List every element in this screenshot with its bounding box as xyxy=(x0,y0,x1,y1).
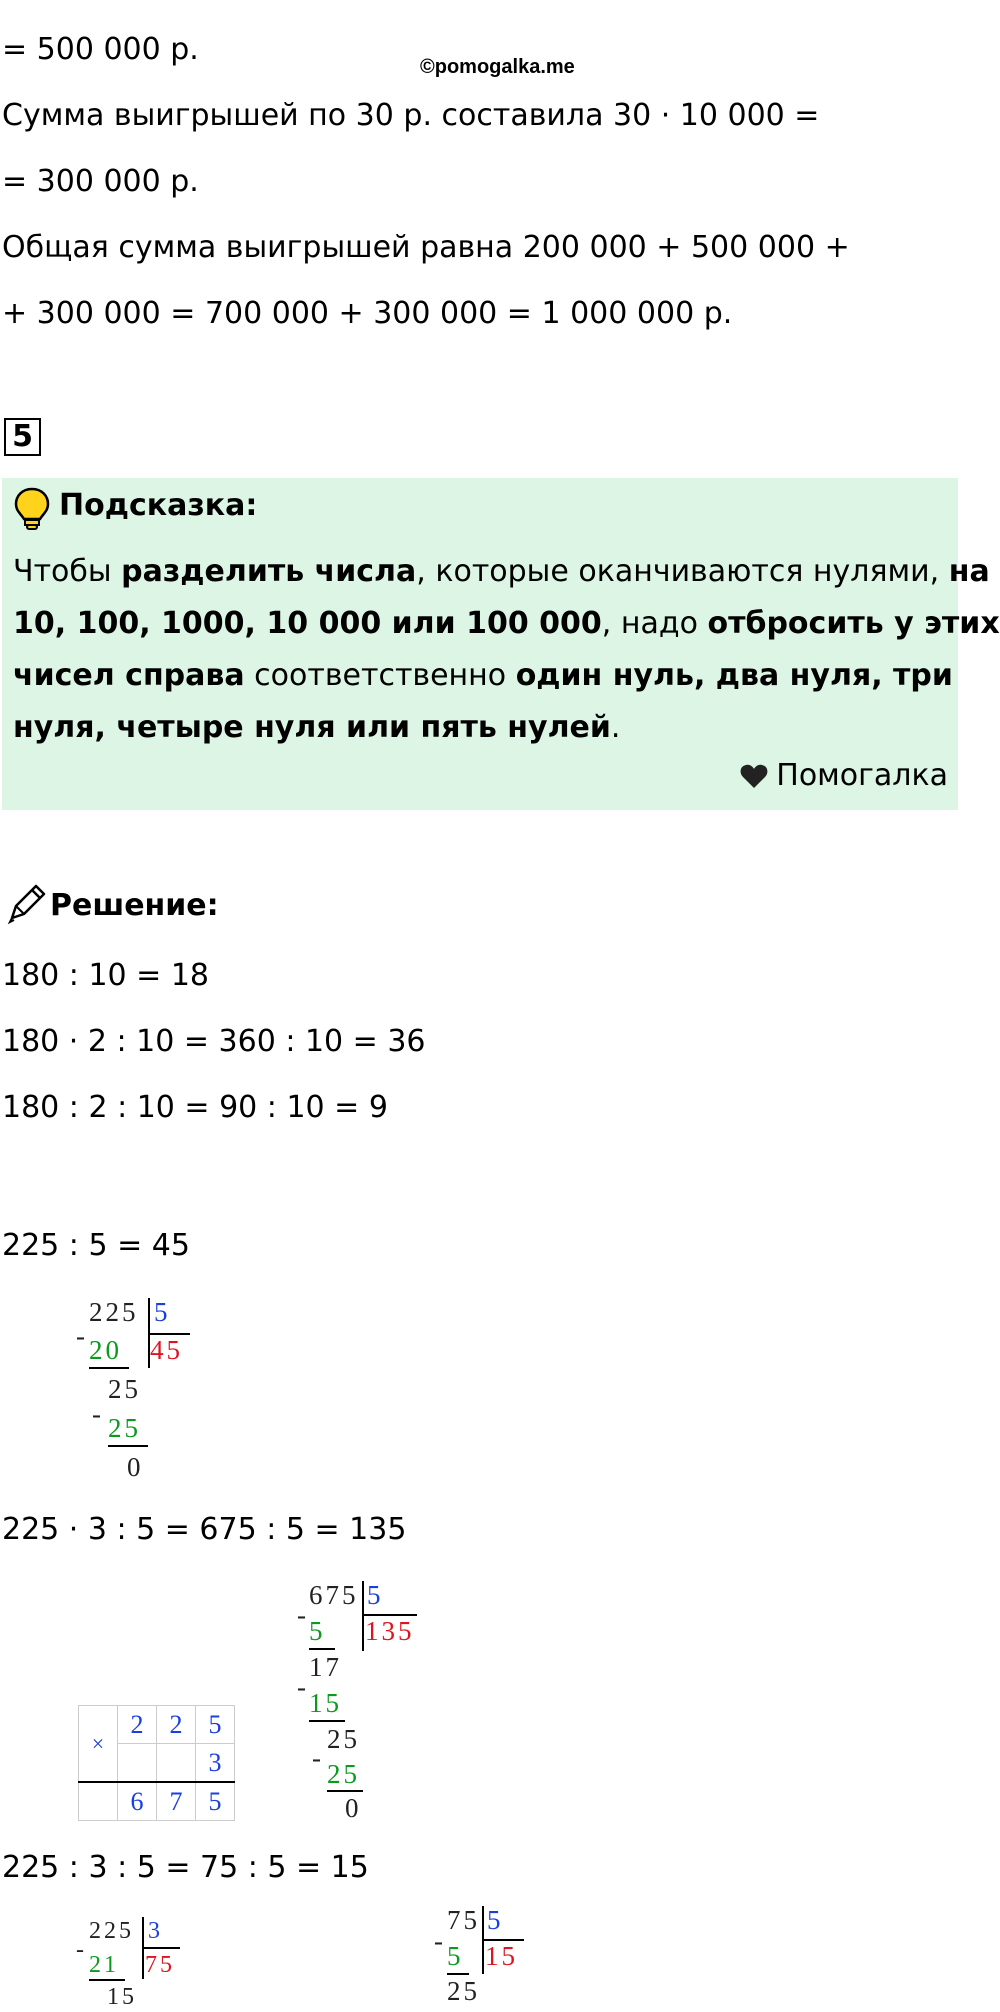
hint-bold-text: 10, 100, 1000, 10 000 или 100 000 xyxy=(13,606,602,641)
hint-text: соответственно xyxy=(244,658,516,693)
subtrahend-3: 25 xyxy=(327,1759,360,1789)
dividend: 675 xyxy=(309,1580,359,1610)
hint-line xyxy=(13,650,953,702)
dividend: 225 xyxy=(89,1297,139,1327)
subtrahend-1: 5 xyxy=(447,1941,464,1971)
divisor: 5 xyxy=(154,1297,171,1327)
hint-box xyxy=(2,478,1000,810)
hint-bold-text: нуля, четыре нуля или пять нулей xyxy=(13,710,611,745)
hint-signature xyxy=(740,758,948,794)
remainder-2: 25 xyxy=(327,1724,360,1754)
subtrahend-1: 5 xyxy=(309,1616,326,1646)
remainder-1: 25 xyxy=(447,1976,480,2006)
watermark: ©pomogalka.me xyxy=(420,56,575,78)
lightbulb-icon xyxy=(12,486,52,532)
hint-line xyxy=(13,702,949,754)
solution-line-6: 225 : 3 : 5 = 75 : 5 = 15 xyxy=(2,1850,369,1885)
subtrahend-1: 20 xyxy=(89,1335,122,1365)
solution-title: Решение: xyxy=(50,888,219,923)
minus-sign: - xyxy=(76,1937,87,1963)
minus-sign: - xyxy=(297,1600,309,1630)
grid-cell xyxy=(118,1744,157,1783)
remainder-final: 0 xyxy=(127,1452,144,1482)
grid-cell: 5 xyxy=(196,1782,235,1821)
text-line-5: + 300 000 = 700 000 + 300 000 = 1 000 000 р. xyxy=(2,296,733,331)
minus-sign: - xyxy=(297,1672,309,1702)
grid-cell: 5 xyxy=(196,1706,235,1744)
hint-line xyxy=(13,546,990,598)
hint-bold-text: один нуль, два нуля, три xyxy=(515,658,953,693)
remainder-1: 25 xyxy=(108,1374,141,1404)
text-line-3: = 300 000 р. xyxy=(2,164,199,199)
text-line-4: Общая сумма выигрышей равна 200 000 + 500 000 + xyxy=(2,230,850,265)
remainder-final: 0 xyxy=(345,1793,362,1823)
grid-cell: 6 xyxy=(118,1782,157,1821)
dividend: 225 xyxy=(89,1918,134,1944)
grid-cell: 2 xyxy=(157,1706,196,1744)
hint-body xyxy=(13,546,1000,754)
solution-line-4: 225 : 5 = 45 xyxy=(2,1228,190,1263)
hint-bold-text: на xyxy=(948,554,990,589)
task-number: 5 xyxy=(4,418,41,456)
hint-text: , которые оканчиваются нулями, xyxy=(416,554,949,589)
remainder-1: 15 xyxy=(107,1984,137,2010)
quotient: 135 xyxy=(365,1616,415,1646)
minus-sign: - xyxy=(434,1926,446,1956)
grid-cell: 3 xyxy=(196,1744,235,1783)
subtrahend-2: 25 xyxy=(108,1413,141,1443)
grid-cell: 7 xyxy=(157,1782,196,1821)
heart-icon xyxy=(740,763,768,789)
quotient: 75 xyxy=(145,1952,175,1978)
solution-line-1: 180 : 10 = 18 xyxy=(2,958,209,993)
minus-sign: - xyxy=(92,1399,104,1429)
subtrahend-1: 21 xyxy=(89,1952,119,1978)
hint-text: , надо xyxy=(601,606,708,641)
hint-signature-text: Помогалка xyxy=(776,758,948,793)
hint-bold-text: разделить числа xyxy=(121,554,417,589)
text-line-1: = 500 000 р. xyxy=(2,32,199,67)
remainder-1: 17 xyxy=(309,1652,342,1682)
hint-bold-text: чисел справа xyxy=(13,658,245,693)
minus-sign: - xyxy=(76,1321,88,1351)
hint-title: Подсказка: xyxy=(59,488,258,523)
grid-cell xyxy=(79,1782,118,1821)
hint-bold-text: отбросить у этих xyxy=(707,606,1000,641)
dividend: 75 xyxy=(447,1905,480,1935)
hint-line xyxy=(13,598,1000,650)
hint-text: Чтобы xyxy=(13,554,122,589)
divisor: 5 xyxy=(367,1580,384,1610)
hint-text: . xyxy=(610,710,621,745)
multiply-sign: × xyxy=(79,1706,118,1783)
minus-sign: - xyxy=(312,1743,324,1773)
solution-line-3: 180 : 2 : 10 = 90 : 10 = 9 xyxy=(2,1090,388,1125)
pencil-icon xyxy=(6,882,48,924)
multiplication-grid xyxy=(78,1705,235,1821)
solution-line-5: 225 · 3 : 5 = 675 : 5 = 135 xyxy=(2,1512,407,1547)
grid-cell xyxy=(157,1744,196,1783)
grid-cell: 2 xyxy=(118,1706,157,1744)
quotient: 45 xyxy=(150,1335,183,1365)
solution-line-2: 180 · 2 : 10 = 360 : 10 = 36 xyxy=(2,1024,426,1059)
divisor: 5 xyxy=(487,1905,504,1935)
quotient: 15 xyxy=(485,1941,518,1971)
subtrahend-2: 15 xyxy=(309,1688,342,1718)
text-line-2: Сумма выигрышей по 30 р. составила 30 · 10 000 = xyxy=(2,98,820,133)
divisor: 3 xyxy=(148,1918,163,1944)
